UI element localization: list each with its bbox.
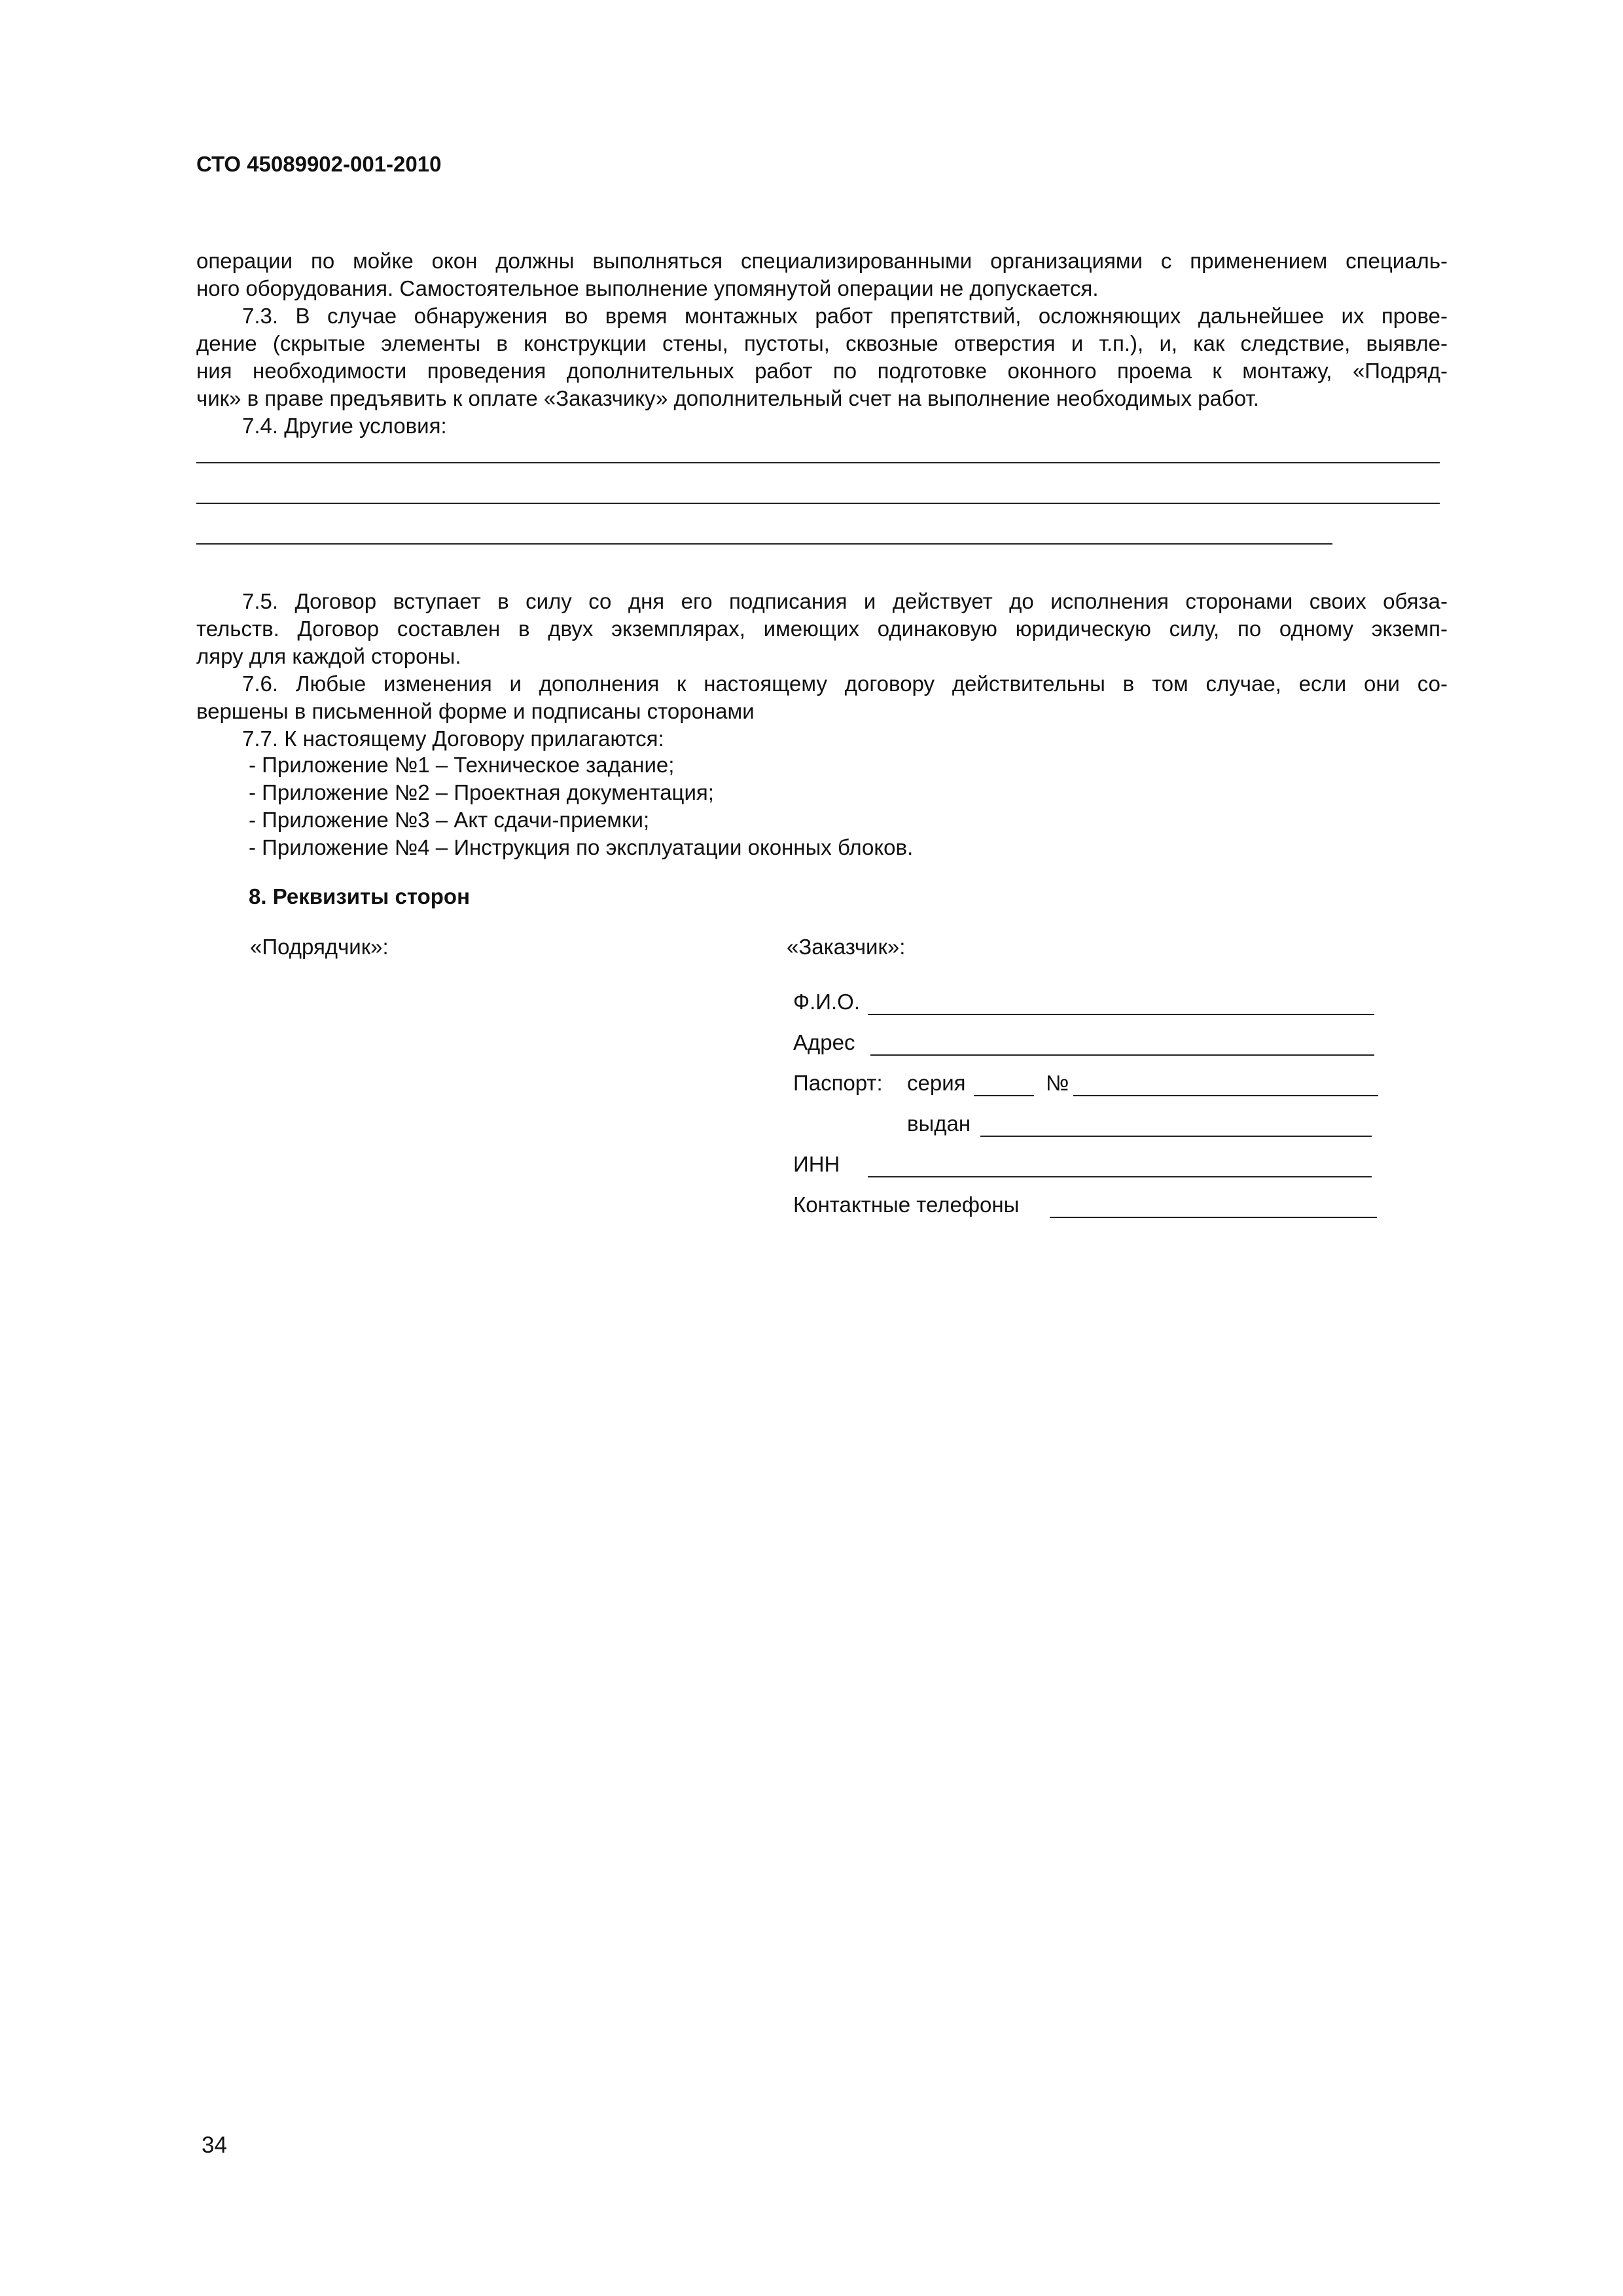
fio-field[interactable]: [868, 1014, 1374, 1015]
fio-label: Ф.И.О.: [793, 990, 860, 1014]
list-item: - Приложение №3 – Акт сдачи-приемки;: [249, 808, 650, 832]
document-code: СТО 45089902-001-2010: [196, 152, 442, 176]
paragraph-7-7: [196, 725, 1448, 753]
phones-label: Контактные телефоны: [793, 1193, 1020, 1217]
passport-issued-field[interactable]: [980, 1136, 1372, 1137]
text-line: 7.4. Другие условия:: [242, 414, 447, 438]
page-number: 34: [202, 2132, 227, 2158]
paragraph-continuation: [196, 247, 1448, 302]
list-item: - Приложение №1 – Техническое задание;: [249, 753, 675, 777]
text-line: чик» в праве предъявить к оплате «Заказчику» дополнительный счет на выполнение необходимых работ.: [196, 386, 1259, 410]
passport-label: Паспорт:: [793, 1071, 883, 1095]
text-line: 7.5. Договор вступает в силу со дня его подписания и действует до исполнения сторонами своих обяза-: [242, 589, 1448, 613]
text-line: дение (скрытые элементы в конструкции стены, пустоты, сквозные отверстия и т.п.), и, как следствие, выявле-: [196, 331, 1448, 355]
inn-field[interactable]: [868, 1176, 1372, 1177]
passport-series-label: серия: [907, 1071, 966, 1095]
passport-number-label: №: [1046, 1071, 1069, 1095]
customer-label: «Заказчик»:: [787, 935, 906, 959]
contractor-label: «Подрядчик»:: [250, 935, 389, 959]
text-line: 7.6. Любые изменения и дополнения к настоящему договору действительны в том случае, если они со-: [242, 672, 1448, 696]
paragraph-7-3: [196, 302, 1448, 412]
list-item: - Приложение №2 – Проектная документация;: [249, 780, 714, 804]
paragraph-7-4: [196, 412, 1448, 440]
blank-line: [196, 462, 1440, 463]
blank-line: [196, 543, 1332, 545]
inn-label: ИНН: [793, 1152, 840, 1176]
paragraph-7-6: [196, 670, 1448, 725]
section-title: 8. Реквизиты сторон: [249, 884, 471, 908]
text-line: 7.3. В случае обнаружения во время монтажных работ препятствий, осложняющих дальнейшее их прове-: [242, 304, 1448, 328]
address-label: Адрес: [793, 1030, 855, 1054]
text-line: ного оборудования. Самостоятельное выполнение упомянутой операции не допускается.: [196, 276, 1099, 300]
passport-series-field[interactable]: [974, 1095, 1034, 1096]
passport-issued-label: выдан: [907, 1111, 971, 1136]
text-line: вершены в письменной форме и подписаны сторонами: [196, 699, 755, 723]
blank-line: [196, 503, 1440, 504]
text-line: тельств. Договор составлен в двух экземплярах, имеющих одинаковую юридическую силу, по одному экземп-: [196, 617, 1448, 641]
paragraph-7-5: [196, 588, 1448, 670]
text-line: ляру для каждой стороны.: [196, 644, 461, 668]
passport-number-field[interactable]: [1073, 1095, 1378, 1096]
text-line: 7.7. К настоящему Договору прилагаются:: [242, 726, 664, 751]
address-field[interactable]: [870, 1054, 1374, 1056]
text-line: ния необходимости проведения дополнительных работ по подготовке оконного проема к монтажу, «Подряд-: [196, 359, 1448, 383]
phones-field[interactable]: [1050, 1217, 1377, 1218]
list-item: - Приложение №4 – Инструкция по эксплуатации оконных блоков.: [249, 835, 914, 859]
text-line: операции по мойке окон должны выполняться специализированными организациями с применением специаль-: [196, 249, 1448, 273]
